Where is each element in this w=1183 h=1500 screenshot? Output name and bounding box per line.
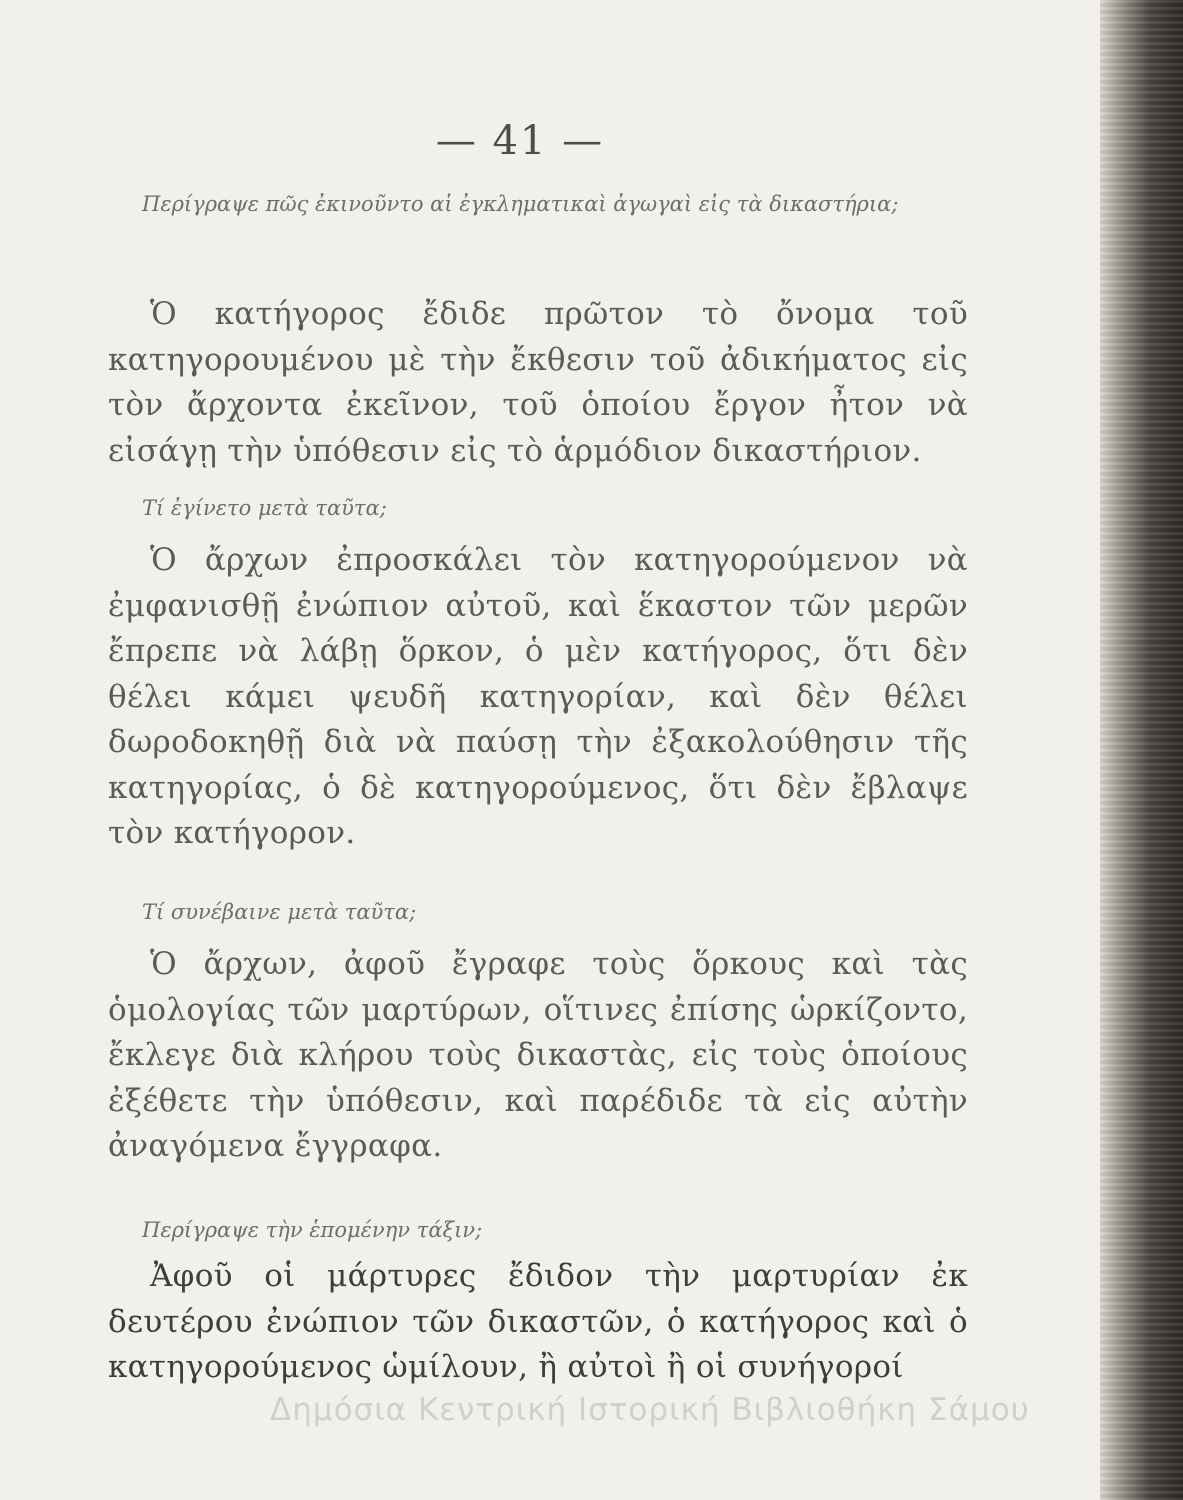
- answer-4: Ἀφοῦ οἱ μάρτυρες ἔδιδον τὴν μαρτυρίαν ἐκ δευτέρου ἐνώπιον τῶν δικαστῶν, ὁ κατήγορος καὶ ὁ κατηγορούμενος ὡμίλουν, ἢ αὐτοὶ ἢ οἱ συνήγοροί: [108, 1258, 968, 1385]
- question-4: Περίγραψε τὴν ἑπομένην τάξιν;: [142, 1218, 483, 1242]
- question-1: Περίγραψε πῶς ἐκινοῦντο αἱ ἐγκληματικαὶ ἀγωγαὶ εἰς τὰ δικαστήρια;: [142, 192, 899, 216]
- book-binding-edge: [1100, 0, 1183, 1500]
- answer-2: Ὁ ἄρχων ἐπροσκάλει τὸν κατηγορούμενον νὰ ἐμφανισθῇ ἐνώπιον αὐτοῦ, καὶ ἕκαστον τῶν μερῶν ἔπρεπε νὰ λάβῃ ὅρκον, ὁ μὲν κατήγορος, ὅτι δὲν θέλει κάμει ψευδῆ κατηγορίαν, καὶ δὲν θέλει δωροδοκηθῇ διὰ νὰ παύσῃ τὴν ἐξακολούθησιν τῆς κατηγορίας, ὁ δὲ κατηγορούμενος, ὅτι δὲν ἔβλαψε τὸν κατήγορον.: [108, 542, 968, 851]
- question-3: Τί συνέβαινε μετὰ ταῦτα;: [142, 900, 417, 924]
- answer-3: Ὁ ἄρχων, ἀφοῦ ἔγραφε τοὺς ὅρκους καὶ τὰς ὁμολογίας τῶν μαρτύρων, οἵτινες ἐπίσης ὡρκίζοντο, ἔκλεγε διὰ κλήρου τοὺς δικαστὰς, εἰς τοὺς ὁποίους ἐξέθετε τὴν ὑπόθεσιν, καὶ παρέδιδε τὰ εἰς αὐτὴν ἀναγόμενα ἔγγραφα.: [108, 946, 968, 1164]
- question-2: Τί ἐγίνετο μετὰ ταῦτα;: [142, 496, 387, 520]
- answer-1: Ὁ κατήγορος ἔδιδε πρῶτον τὸ ὄνομα τοῦ κατηγορουμένου μὲ τὴν ἔκθεσιν τοῦ ἀδικήματος εἰς τὸν ἄρχοντα ἐκεῖνον, τοῦ ὁποίου ἔργον ἦτον νὰ εἰσάγῃ τὴν ὑπόθεσιν εἰς τὸ ἁρμόδιον δικαστήριον.: [108, 296, 968, 469]
- page-number: — 41 —: [435, 118, 605, 164]
- library-watermark: Δημόσια Κεντρική Ιστορική Βιβλιοθήκη Σάμου: [270, 1392, 1030, 1428]
